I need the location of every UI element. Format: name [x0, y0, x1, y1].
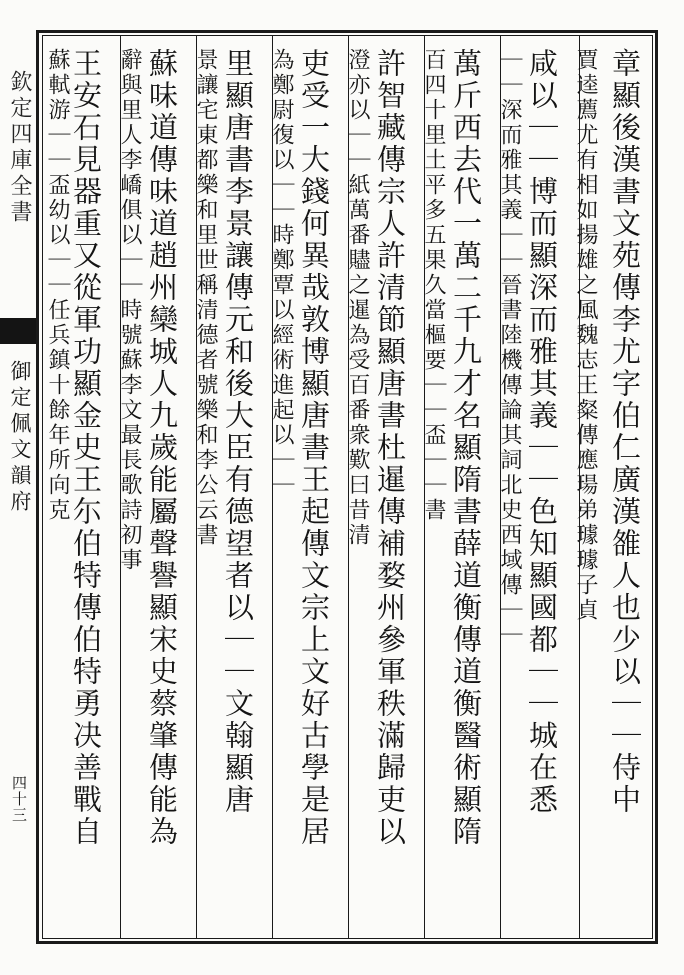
- column-text: 辭與里人李嶠俱以｜｜時號蘇李文最長歌詩初事: [117, 48, 142, 573]
- column-text: 里顯唐書李景讓傳元和後大臣有德望者以｜｜文翰顯唐: [221, 48, 255, 816]
- collection-title: 欽定四庫全書: [7, 70, 32, 226]
- column-text: 章顯後漢書文苑傳李尤字伯仁廣漢雒人也少以｜｜侍中: [608, 48, 642, 816]
- column-text: 景讓宅東都樂和里世稱清德者號樂和李公云書: [193, 48, 218, 548]
- text-column: [69, 42, 112, 932]
- column-text: 百四十里土平多五果久當樞要｜｜盃｜｜書: [421, 48, 446, 523]
- book-title: 御定佩文韻府: [8, 360, 32, 516]
- column-text: 咸以｜｜博而顯深而雅其義｜｜色知顯國都｜｜城在悉: [525, 48, 559, 816]
- margin-black-bar: [0, 318, 38, 344]
- text-column: [566, 42, 606, 932]
- page-margin: [0, 30, 38, 944]
- column-text: 蘇味道傳味道趙州欒城人九歲能屬聲譽顯宋史蔡肇傳能為: [145, 48, 179, 848]
- column-text: 為鄭尉復以｜｜時鄭覃以經術進起以｜｜: [269, 48, 294, 498]
- text-column: [490, 42, 530, 932]
- text-column: [297, 42, 340, 932]
- text-column: [186, 42, 226, 932]
- text-column: [338, 42, 378, 932]
- column-text: 吏受一大錢何異哉敦博顯唐書王起傳文宗上文好古學是居: [297, 48, 331, 848]
- text-column: [221, 42, 264, 932]
- text-column: [449, 42, 492, 932]
- column-text: 萬斤西去代一萬二千九才名顯隋書薛道衡傳道衡醫術顯隋: [449, 48, 483, 848]
- text-column: [373, 42, 416, 932]
- text-column: [414, 42, 454, 932]
- text-column: [605, 42, 651, 932]
- column-text: ｜｜深而雅其義｜｜晉書陸機傳論其詞北史西域傳｜｜: [497, 48, 522, 648]
- text-column: [145, 42, 188, 932]
- column-text: 澄亦以｜｜紙萬番贐之暹為受百番衆歎曰昔清: [345, 48, 370, 548]
- column-text: 王安石見器重又從軍功顯金史王尓伯特傳伯特勇决善戰自: [69, 48, 103, 848]
- column-text: 賈逵薦尤有相如揚雄之風魏志王粲傳應瑒弟璩璩子貞: [573, 48, 598, 623]
- text-column: [44, 42, 78, 932]
- column-text: 許智藏傳宗人許清節顯唐書杜暹傳補婺州參軍秩滿歸吏以: [373, 48, 407, 848]
- page-number: 四十三: [10, 775, 28, 823]
- text-column: [525, 42, 568, 932]
- text-column: [110, 42, 150, 932]
- text-column: [262, 42, 302, 932]
- column-text: 蘇軾游｜｜盃幼以｜｜任兵鎮十餘年所向克: [45, 48, 70, 523]
